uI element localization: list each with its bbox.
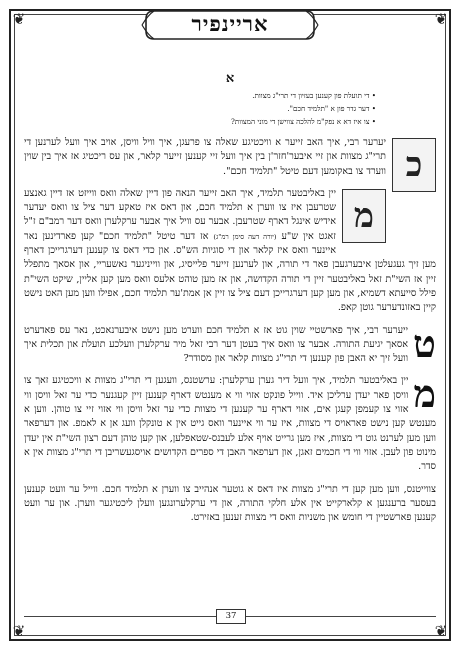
section-letter: א: [225, 71, 235, 86]
illustrated-dropcap: [342, 189, 386, 243]
paragraph-text: יערער רבי, איך האב זייער א וויכטיגע שאלה צו פרעגן, איך וויל וויסן, אויב איך וועל לערנען די תרי"ג מצוות און זיי איבער'חזר'ן בין איך וועל זיי קענען זייער קלאר, און עס ריכטיג אז איך בין שוין ווערד צו באקומען דעם טיטל "תלמיד חכם".: [24, 137, 386, 177]
paragraph-text: יין באליבטער תלמיד, איך האב זייער הנאה פון דיין שאלה וואס ווייזט אז דיין גאנצע שטרעבן איז צו ווערן א תלמיד חכם, און דאס איז טאקע דער ציל צו וואס יעדער אידיש אינגל דארף שטרעבן. אבער עס וויל איך אבער ערקלערן וואס דער רמב"ם ז"ל זאגט אין ש"ע: [24, 187, 336, 242]
paragraph-question: [24, 136, 436, 185]
paragraph-text: צווייטנס, ווען מען קען די תרי"ג מצוות איז דאס א גוטער אנהייב צו ווערן א תלמיד חכם. ווייל ער וועט קענען בעסער ברענגען א קלארקייט אין אלע חלקי התורה, און די ערקלערונגען וועלן ליכטיגער ווערן. און ער וועט קענען פארשטיין די חומש און משניות וואס די מצוות זענען באזירט.: [24, 483, 436, 524]
corner-ornament-icon: ❦: [434, 10, 448, 28]
topic-list: [24, 89, 436, 128]
paragraph-continued: [24, 483, 436, 526]
paragraph-text: אז דער טיטל "תלמיד חכם" קען פארדינען נאר איינער וואס איז קלאר און די סוגיות הש"ס. און כדי דאס צו קענען דערגרייכן דארף מען זיך געגעלטן איבערגעבן פאר די תורה, און לערנען זייער פלייסיג, און ווייניגער נאשעריי, און אסאך מתפלל זיין אז השי"ת זאל באליבטער זיין די תורה הקדושה, און אז מען טוהט אלעס וואס מען קען אליין, שיקט השי"ת פילל סייעתא דשמיא, און מען קען דערגרייכן דעם ציל צו זיין אן אמת'ער תלמיד חכם, אפילו ווען מען האט נישט קיין באזונדערער גוטן קאפ.: [24, 230, 436, 314]
content-body: [24, 70, 436, 525]
corner-ornament-icon: ❦: [12, 10, 26, 28]
paragraph-text: יין באליבטער תלמיד, איך וועל דיר גערן ערקלערן: ערשטנס, וועגען די תרי"ג מצוות א וויכטיגע זאך צו וויסן פאר יעדן ערליכן איד. ווייל פונקט אזוי ווי א מענטש דארף קענען זיין קעגנער כדי ער זאל וויסן ווי אזוי צו קעמפן קעגן אים, אזוי דארף ער קענען די מצוות כדי ער זאל וויסן ווי אזוי זיי צו טוהן. ווען א מענטש קען נישט פאראויס די מצוות, איז ער ווי איינער וואס גייט אין א טונקלן וועג אן א לאמפ. און דערפאר ווען מען לערנט גוט די מצוות, איז מען גרייט אויף אלע לעבנס-שטאפלען, און קען טוהן דעם רצון השי"ת אין יעדן מינוט פון לעבן. אזוי ווי די חכמים זאגן, און דערפאר האבן די ספרים הקדושים אויסגעשריבן די תרי"ג מצוות אין א סדר.: [24, 375, 436, 473]
topic-item: • צו איז דא א נפק"מ להלכה צווישן די מוני המצוות?: [24, 115, 376, 128]
page-title: אריינפיר: [191, 11, 269, 36]
dropcap-letter: מ: [353, 195, 375, 236]
page-number: 37: [216, 609, 246, 624]
illustrated-dropcap: [392, 138, 436, 192]
corner-ornament-icon: ❦: [434, 622, 448, 640]
paragraph-text: ייערער רבי, איך פארשטיי שוין גוט אז א תלמיד חכם ווערט מען נישט איבערנאכט, נאר עס פאדערט אסאך יגיעת התורה. אבער צו וואס איך בעטן דער רבי זאל מיר ערקלערן וועלכע תועלת און תכלית איך וועל זיך יא האבן פון קענען די תרי"ג מצוות קלאר און מסודר?: [24, 324, 409, 365]
corner-ornament-icon: ❦: [12, 622, 26, 640]
paragraph-question: [24, 320, 436, 367]
topic-item: • די תועלת פון קענען בעזיון די תרי"ג מצוות.: [24, 89, 376, 102]
source-reference: (יורה דעה סימן רמ"ג): [213, 232, 277, 241]
title-banner: [140, 5, 320, 43]
dropcap-letter: ט: [413, 320, 436, 366]
paragraph-answer: [24, 187, 436, 316]
paragraph-answer: [24, 371, 436, 474]
dropcap-letter: מ: [413, 371, 436, 417]
dropcap-letter: כ: [405, 145, 423, 185]
topic-item: • דער גדר פון א "תלמיד חכם".: [24, 102, 376, 115]
